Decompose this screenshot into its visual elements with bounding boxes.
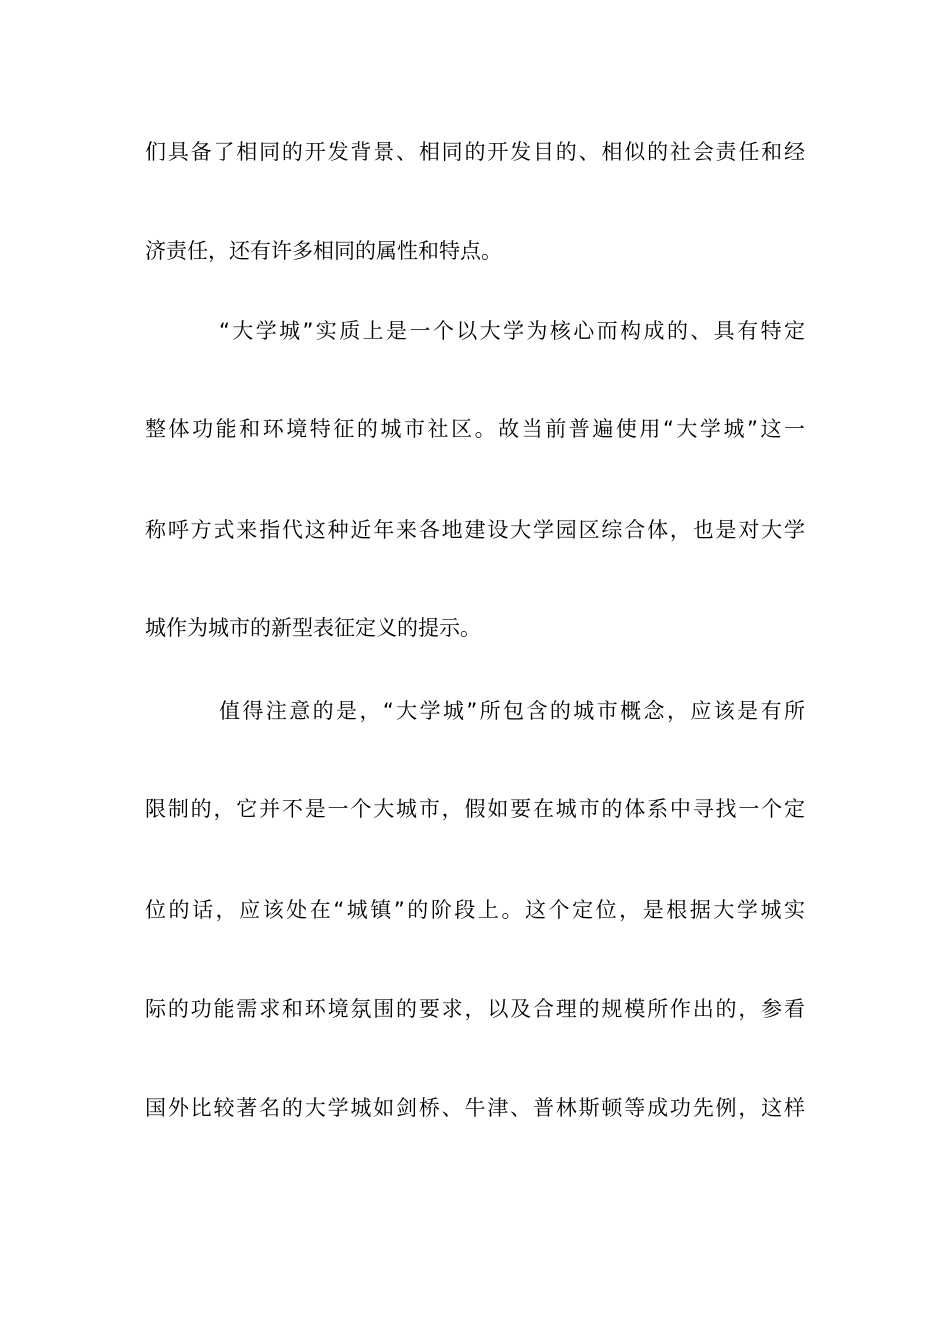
text-line-10: 际的功能需求和环境氛围的要求，以及合理的规模所作出的，参看 <box>145 997 805 1021</box>
text-line-1: 们具备了相同的开发背景、相同的开发目的、相似的社会责任和经 <box>145 140 805 164</box>
paragraph-start-line-3: “大学城”实质上是一个以大学为核心而构成的、具有特定 <box>219 319 805 343</box>
text-line-5: 称呼方式来指代这种近年来各地建设大学园区综合体，也是对大学 <box>145 518 805 542</box>
text-line-4: 整体功能和环境特征的城市社区。故当前普遍使用“大学城”这一 <box>145 417 805 441</box>
text-line-2: 济责任，还有许多相同的属性和特点。 <box>145 239 502 263</box>
text-line-11: 国外比较著名的大学城如剑桥、牛津、普林斯顿等成功先例，这样 <box>145 1096 805 1120</box>
paragraph-start-line-7: 值得注意的是，“大学城”所包含的城市概念，应该是有所 <box>219 699 805 723</box>
text-line-8: 限制的，它并不是一个大城市，假如要在城市的体系中寻找一个定 <box>145 797 805 821</box>
text-line-9: 位的话，应该处在“城镇”的阶段上。这个定位，是根据大学城实 <box>145 898 805 922</box>
text-line-6: 城作为城市的新型表征定义的提示。 <box>145 616 481 640</box>
